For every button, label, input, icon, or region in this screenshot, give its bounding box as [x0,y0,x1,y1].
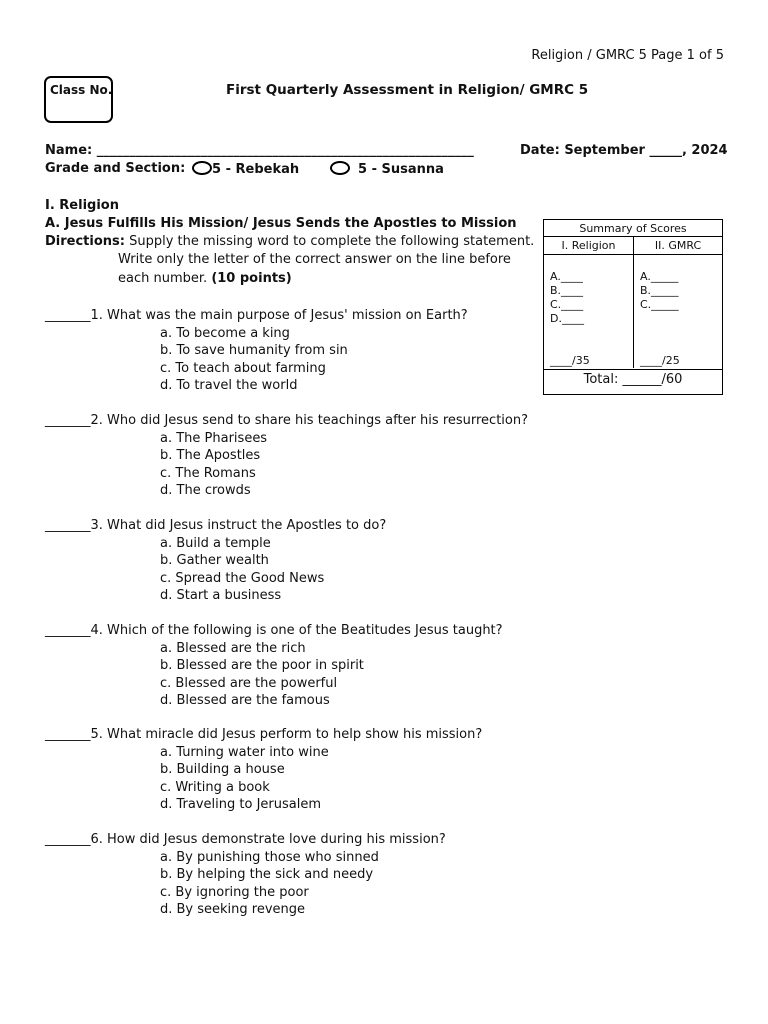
summary-col1-b: B.____ [550,284,584,297]
radio-circle-icon[interactable] [330,161,350,175]
option-c: c. To teach about farming [160,360,326,376]
question-text[interactable]: _______2. Who did Jesus send to share his teachings after his resurrection? [45,413,529,428]
option-b: b. Gather wealth [160,553,269,568]
question-text[interactable]: _______3. What did Jesus instruct the Apostles to do? [45,518,387,533]
option-a: a. Turning water into wine [160,744,329,760]
option-a: a. Blessed are the rich [160,640,306,656]
question-6 [45,831,446,919]
option-c: c. Blessed are the powerful [160,675,338,691]
option-b: b. By helping the sick and needy [160,867,374,882]
question-text[interactable]: _______5. What miracle did Jesus perform to help show his mission? [45,727,483,742]
name-field[interactable]: Name: __________________________________________________________ [45,143,474,158]
summary-col1-c: C.____ [550,298,584,311]
summary-title: Summary of Scores [579,222,687,235]
summary-col1-a: A.____ [550,270,583,283]
summary-col2-score: ____/25 [640,354,680,367]
option-d: d. To travel the world [160,378,298,393]
directions [45,234,534,249]
question-text[interactable]: _______1. What was the main purpose of Jesus' mission on Earth? [45,308,468,323]
section-heading: I. Religion [45,198,119,213]
option-b: b. To save humanity from sin [160,343,348,358]
question-text[interactable]: _______6. How did Jesus demonstrate love during his mission? [45,832,446,847]
option-d: d. Start a business [160,588,282,603]
directions-label: Directions: [45,234,125,249]
directions-line-3-wrap [118,271,292,286]
radio-circle-icon[interactable] [192,161,212,175]
directions-line-3: each number. [118,271,208,286]
section-2-label: 5 - Susanna [358,162,444,177]
option-d: d. Traveling to Jerusalem [160,797,322,812]
question-2 [45,412,528,500]
summary-col1-score: ____/35 [550,354,590,367]
section-1-label: 5 - Rebekah [212,162,300,177]
summary-col2-header: II. GMRC [654,239,702,252]
summary-col1-header: I. Religion [561,239,616,252]
option-c: c. The Romans [160,465,256,481]
class-no-label: Class No. [50,83,113,97]
option-a: a. By punishing those who sinned [160,849,379,865]
points-label: (10 points) [211,271,292,286]
option-a: a. To become a king [160,325,290,341]
summary-col2-c: C._____ [640,298,679,311]
summary-col1-d: D.____ [550,312,584,325]
option-d: d. The crowds [160,483,251,498]
directions-line-2: Write only the letter of the correct answer on the line before [118,252,511,267]
option-c: c. By ignoring the poor [160,884,309,900]
option-b: b. Blessed are the poor in spirit [160,658,364,673]
question-text[interactable]: _______4. Which of the following is one of the Beatitudes Jesus taught? [45,623,503,638]
grade-section-label: Grade and Section: [45,161,186,176]
option-b: b. The Apostles [160,448,261,463]
page-label: Religion / GMRC 5 Page 1 of 5 [531,48,724,63]
option-c: c. Spread the Good News [160,570,325,586]
directions-line-1: Supply the missing word to complete the following statement. [129,234,535,249]
section-option-susanna[interactable] [330,161,444,177]
option-d: d. By seeking revenge [160,902,306,917]
question-1 [45,307,468,395]
summary-total: Total: ______/60 [583,372,683,387]
section-option-rebekah[interactable] [192,161,299,177]
option-b: b. Building a house [160,762,285,777]
question-4 [45,622,503,710]
option-d: d. Blessed are the famous [160,693,330,708]
summary-col2-b: B._____ [640,284,679,297]
section-subheading: A. Jesus Fulfills His Mission/ Jesus Sends the Apostles to Mission [45,216,517,231]
question-5 [45,726,482,814]
question-3 [45,517,386,605]
summary-col2-a: A._____ [640,270,679,283]
date-field[interactable]: Date: September _____, 2024 [520,143,728,158]
page-title: First Quarterly Assessment in Religion/ GMRC 5 [226,82,589,98]
option-c: c. Writing a book [160,779,270,795]
option-a: a. Build a temple [160,535,271,551]
summary-of-scores [543,219,723,395]
option-a: a. The Pharisees [160,430,268,446]
